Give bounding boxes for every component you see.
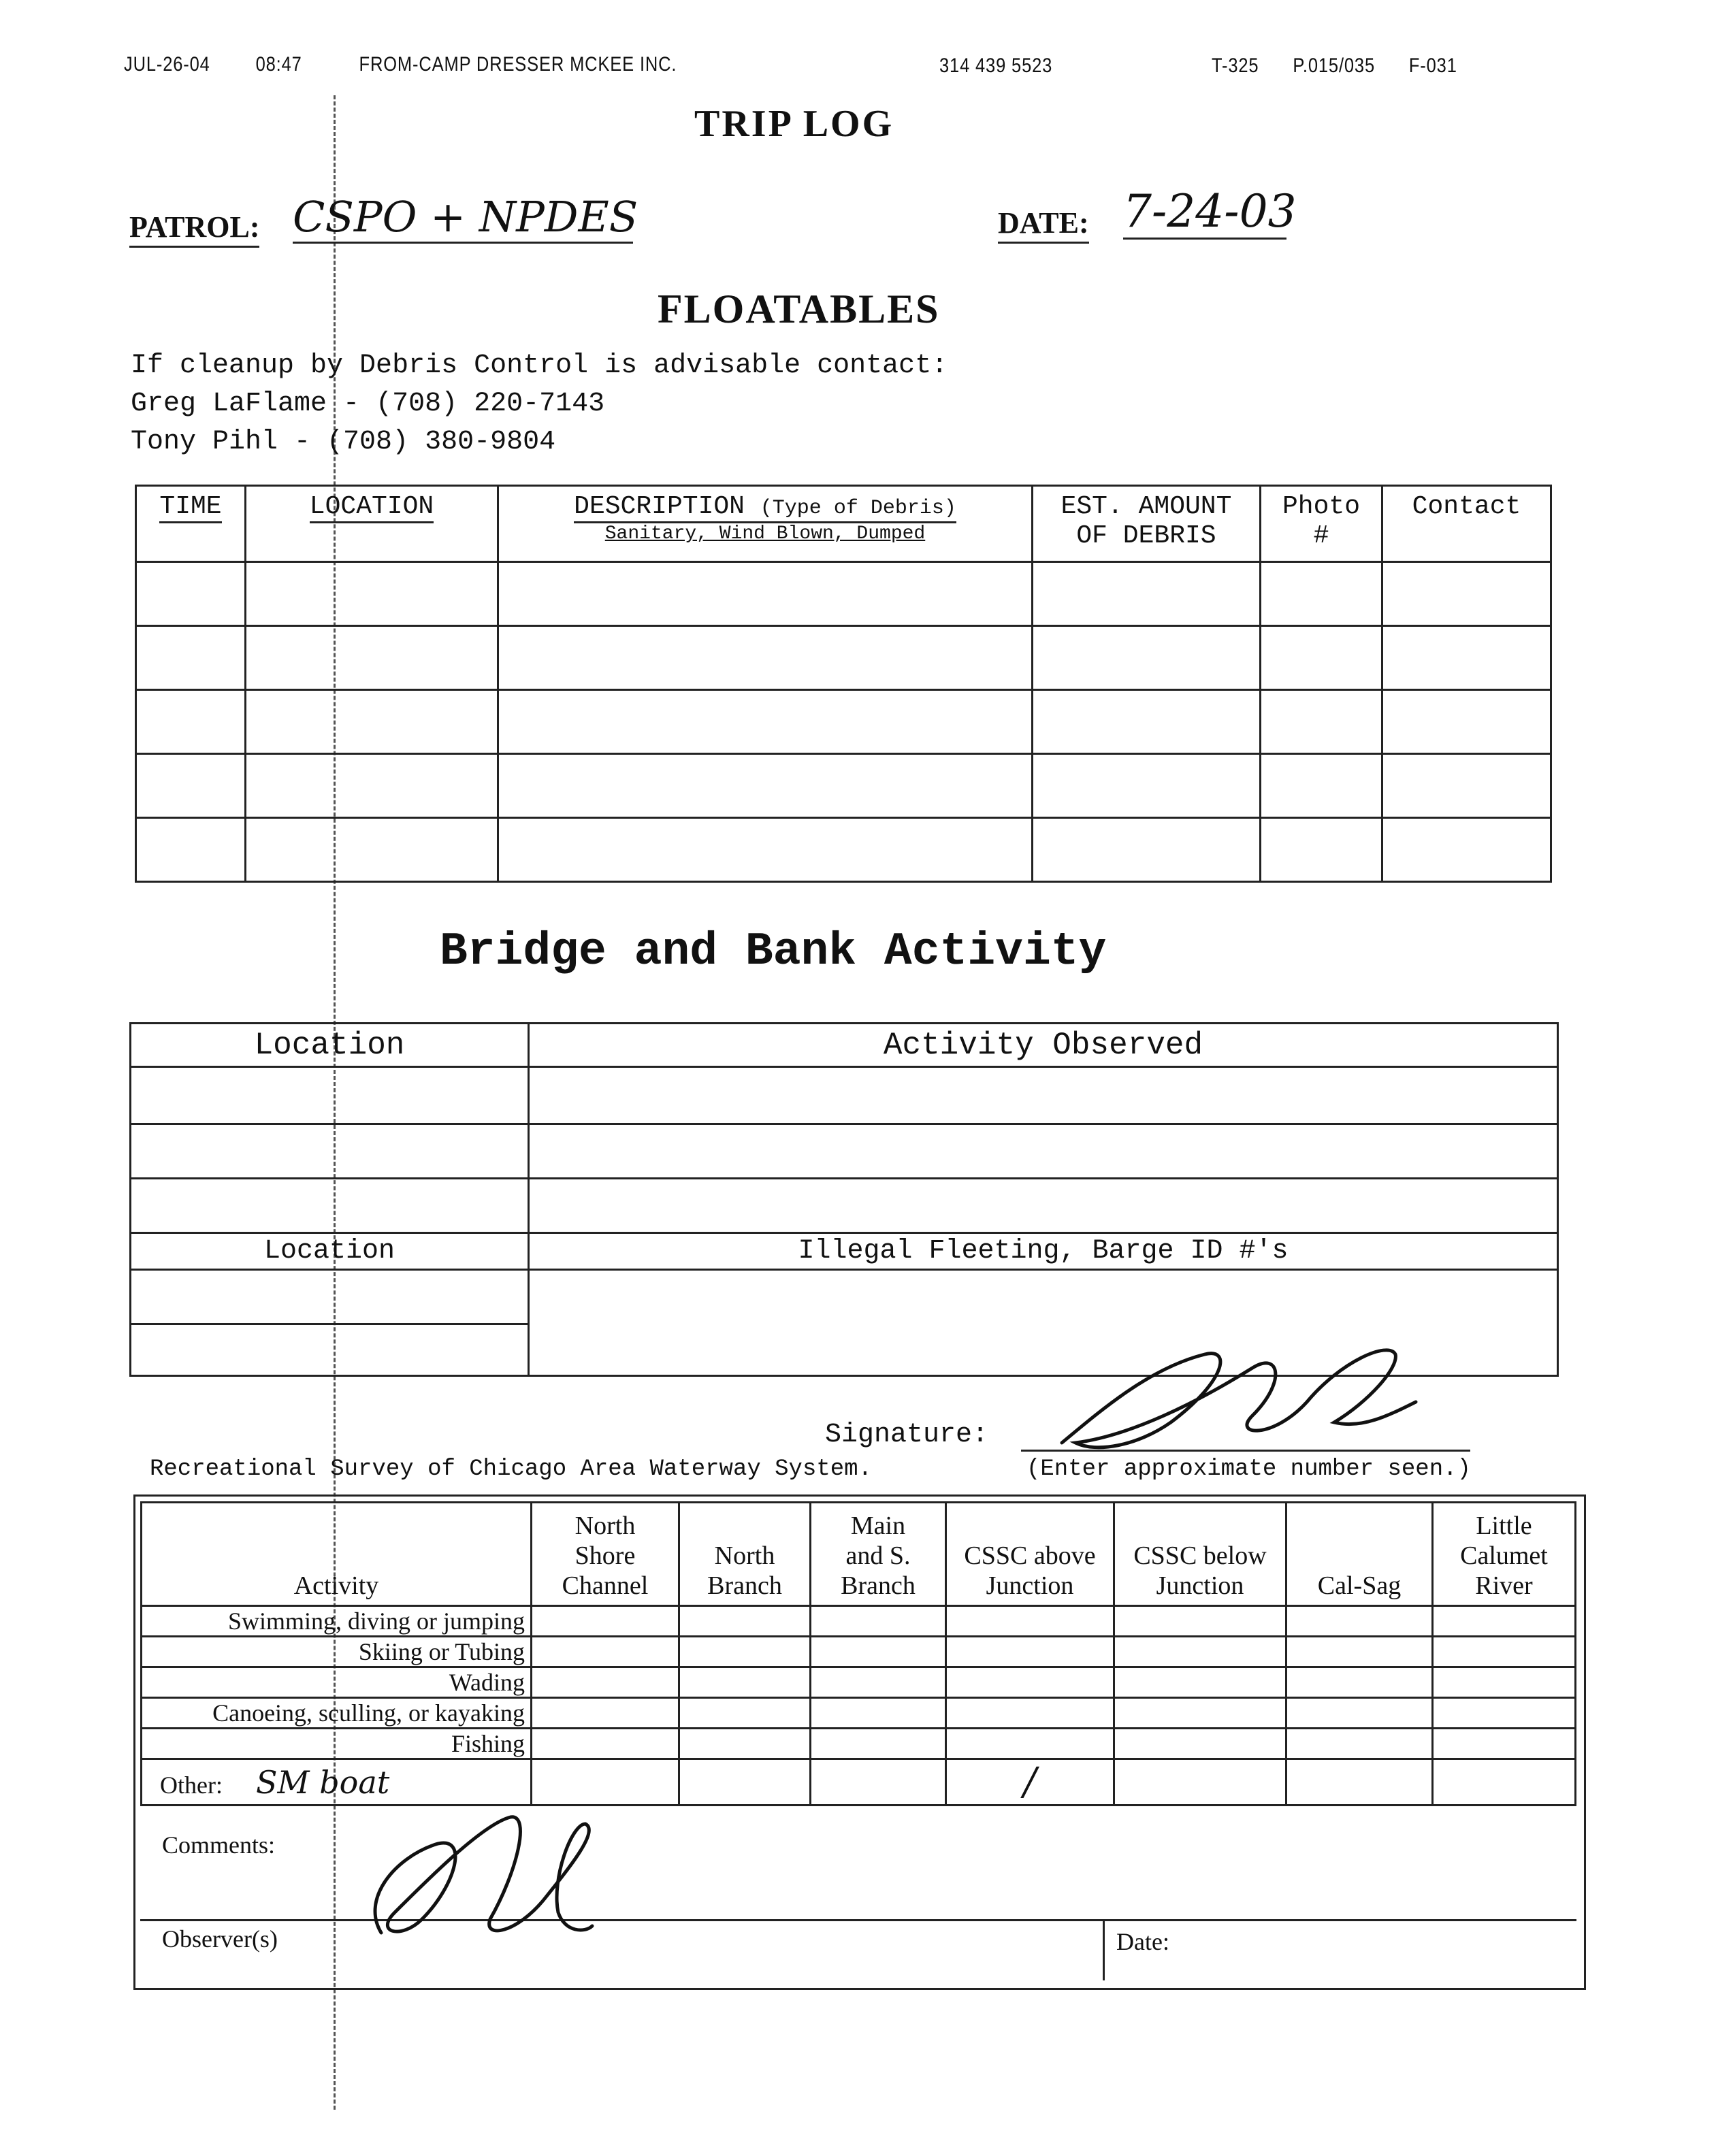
survey-col-calsag	[1286, 1503, 1433, 1606]
cell-time[interactable]	[136, 626, 246, 690]
cell-photo[interactable]	[1261, 626, 1382, 690]
survey-col-nb-1: North	[714, 1541, 775, 1570]
fax-form: F-031	[1408, 54, 1457, 77]
fax-from: FROM-CAMP DRESSER MCKEE INC.	[359, 53, 677, 76]
survey-col-cssc-below-2: Junction	[1156, 1571, 1244, 1600]
cell-location[interactable]	[246, 818, 498, 882]
patrol-value: CSPO + NPDES	[293, 192, 633, 244]
survey-cell[interactable]	[946, 1606, 1114, 1637]
bridge-col-location: Location	[131, 1024, 529, 1067]
floatables-row	[136, 818, 1551, 882]
fax-header	[124, 53, 677, 76]
survey-cell[interactable]	[811, 1667, 946, 1698]
cell-location[interactable]	[246, 626, 498, 690]
fax-time: 08:47	[255, 53, 302, 76]
col-photo: Photo	[1282, 492, 1361, 521]
cell-time[interactable]	[136, 754, 246, 818]
contact-intro: If cleanup by Debris Control is advisable contact:	[131, 350, 948, 381]
contact-block	[131, 347, 948, 461]
fax-tx: T-325	[1212, 54, 1259, 77]
survey-col-msb-1: Main	[850, 1512, 906, 1540]
survey-col-cssc-above-2: Junction	[986, 1571, 1074, 1600]
bridge-row	[131, 1067, 1558, 1124]
cell-description[interactable]	[498, 818, 1033, 882]
survey-cell[interactable]	[1433, 1759, 1576, 1806]
col-amount-sub: OF DEBRIS	[1076, 521, 1216, 551]
survey-cell[interactable]	[532, 1698, 679, 1729]
observer-signature-scribble	[354, 1797, 599, 1960]
col-location: LOCATION	[310, 492, 434, 523]
cell-photo[interactable]	[1261, 754, 1382, 818]
cell-amount[interactable]	[1033, 754, 1261, 818]
survey-cell[interactable]	[946, 1698, 1114, 1729]
survey-cell[interactable]	[811, 1637, 946, 1667]
date-value: 7-24-03	[1123, 185, 1286, 240]
survey-intro: Recreational Survey of Chicago Area Waterway System.	[150, 1456, 872, 1482]
survey-row	[142, 1606, 1576, 1637]
survey-col-nsc-3: Channel	[562, 1571, 649, 1600]
survey-cell[interactable]	[1433, 1698, 1576, 1729]
bridge-cell-activity[interactable]	[529, 1124, 1558, 1179]
survey-cell[interactable]	[679, 1606, 811, 1637]
fax-date: JUL-26-04	[124, 53, 210, 76]
fleeting-col-location: Location	[131, 1233, 529, 1270]
survey-col-nsc-2: Shore	[574, 1541, 636, 1570]
floatables-row	[136, 626, 1551, 690]
fleeting-header-row	[131, 1233, 1558, 1270]
cell-description[interactable]	[498, 754, 1033, 818]
cell-contact[interactable]	[1382, 818, 1551, 882]
fax-phone: 314 439 5523	[939, 54, 1053, 77]
survey-cell[interactable]	[1286, 1667, 1433, 1698]
bridge-col-activity: Activity Observed	[529, 1024, 1558, 1067]
contact-greg: Greg LaFlame - (708) 220-7143	[131, 389, 605, 419]
bridge-cell-activity[interactable]	[529, 1179, 1558, 1233]
survey-col-cssc-below	[1114, 1503, 1286, 1606]
survey-cell[interactable]	[679, 1637, 811, 1667]
survey-date-label: Date:	[1116, 1928, 1169, 1955]
survey-cell[interactable]	[1114, 1667, 1286, 1698]
survey-other-mark[interactable]: /	[946, 1759, 1114, 1806]
col-description-sub: Sanitary, Wind Blown, Dumped	[604, 523, 926, 544]
survey-cell[interactable]	[946, 1667, 1114, 1698]
fleeting-row	[131, 1270, 1558, 1324]
bridge-header-row	[131, 1024, 1558, 1067]
cell-photo[interactable]	[1261, 562, 1382, 626]
survey-cell[interactable]	[1114, 1698, 1286, 1729]
survey-col-lcr	[1433, 1503, 1576, 1606]
survey-row-label: Canoeing, sculling, or kayaking	[142, 1698, 532, 1729]
survey-note: (Enter approximate number seen.)	[1026, 1456, 1471, 1482]
floatables-row	[136, 754, 1551, 818]
cell-time[interactable]	[136, 818, 246, 882]
cell-location[interactable]	[246, 562, 498, 626]
survey-cell[interactable]	[679, 1759, 811, 1806]
cell-contact[interactable]	[1382, 754, 1551, 818]
cell-description[interactable]	[498, 690, 1033, 754]
survey-row-label: Fishing	[142, 1729, 532, 1759]
survey-col-nb	[679, 1503, 811, 1606]
contact-tony: Tony Pihl - (708) 380-9804	[131, 427, 556, 457]
survey-cell[interactable]	[532, 1729, 679, 1759]
survey-col-calsag-1: Cal-Sag	[1317, 1571, 1402, 1600]
survey-cell[interactable]	[1433, 1667, 1576, 1698]
survey-cell[interactable]	[811, 1729, 946, 1759]
floatables-table	[135, 485, 1552, 883]
survey-cell[interactable]	[679, 1729, 811, 1759]
survey-row	[142, 1698, 1576, 1729]
cell-photo[interactable]	[1261, 690, 1382, 754]
survey-col-lcr-3: River	[1475, 1571, 1533, 1600]
survey-row	[142, 1667, 1576, 1698]
survey-other-label: Other:	[160, 1771, 223, 1799]
survey-cell[interactable]	[1433, 1606, 1576, 1637]
cell-description[interactable]	[498, 562, 1033, 626]
survey-col-msb-3: Branch	[841, 1571, 916, 1600]
survey-cell[interactable]	[532, 1606, 679, 1637]
survey-cell[interactable]	[946, 1729, 1114, 1759]
survey-cell[interactable]	[679, 1667, 811, 1698]
floatables-row	[136, 690, 1551, 754]
bridge-cell-location[interactable]	[131, 1067, 529, 1124]
survey-cell[interactable]	[1286, 1729, 1433, 1759]
col-description	[574, 492, 956, 523]
survey-row-label: Swimming, diving or jumping	[142, 1606, 532, 1637]
survey-table	[140, 1501, 1576, 1806]
bridge-row	[131, 1179, 1558, 1233]
fleeting-cell-location[interactable]	[131, 1270, 529, 1324]
survey-row-label: Wading	[142, 1667, 532, 1698]
survey-col-cssc-above-1: CSSC above	[964, 1541, 1096, 1570]
cell-description[interactable]	[498, 626, 1033, 690]
cell-amount[interactable]	[1033, 690, 1261, 754]
cell-location[interactable]	[246, 754, 498, 818]
bridge-table	[129, 1022, 1559, 1377]
signature-label: Signature:	[825, 1420, 989, 1450]
cell-contact[interactable]	[1382, 626, 1551, 690]
date-divider	[1103, 1919, 1105, 1980]
survey-row-label: Skiing or Tubing	[142, 1637, 532, 1667]
signature-scribble	[1048, 1327, 1429, 1463]
cell-amount[interactable]	[1033, 818, 1261, 882]
fleeting-cell-location[interactable]	[131, 1324, 529, 1376]
cell-amount[interactable]	[1033, 562, 1261, 626]
survey-cell[interactable]	[1114, 1759, 1286, 1806]
col-amount: EST. AMOUNT	[1061, 492, 1232, 521]
bridge-row	[131, 1124, 1558, 1179]
survey-cell[interactable]	[811, 1698, 946, 1729]
survey-col-activity: Activity	[142, 1503, 532, 1606]
cell-contact[interactable]	[1382, 690, 1551, 754]
cell-time[interactable]	[136, 562, 246, 626]
survey-row	[142, 1729, 1576, 1759]
survey-col-lcr-1: Little	[1476, 1512, 1532, 1540]
bridge-cell-location[interactable]	[131, 1124, 529, 1179]
survey-cell[interactable]	[946, 1637, 1114, 1667]
cell-time[interactable]	[136, 690, 246, 754]
survey-cell[interactable]	[1286, 1759, 1433, 1806]
cell-location[interactable]	[246, 690, 498, 754]
patrol-label: PATROL:	[129, 210, 259, 248]
survey-col-cssc-below-1: CSSC below	[1133, 1541, 1267, 1570]
survey-cell[interactable]	[1114, 1606, 1286, 1637]
col-photo-sub: #	[1313, 521, 1329, 551]
floatables-row	[136, 562, 1551, 626]
fax-page-info	[1212, 54, 1457, 78]
survey-row	[142, 1637, 1576, 1667]
cell-photo[interactable]	[1261, 818, 1382, 882]
survey-cell[interactable]	[1286, 1637, 1433, 1667]
survey-cell[interactable]	[532, 1667, 679, 1698]
survey-cell[interactable]	[1286, 1606, 1433, 1637]
page-title: TRIP LOG	[694, 103, 894, 145]
survey-cell[interactable]	[1114, 1729, 1286, 1759]
col-description-note: (Type of Debris)	[760, 497, 956, 520]
bridge-cell-activity[interactable]	[529, 1067, 1558, 1124]
survey-cell[interactable]	[1114, 1637, 1286, 1667]
survey-cell[interactable]	[1433, 1729, 1576, 1759]
survey-col-lcr-2: Calumet	[1460, 1541, 1548, 1570]
survey-col-nsc-1: North	[574, 1512, 636, 1540]
survey-cell[interactable]	[679, 1698, 811, 1729]
survey-header-row	[142, 1503, 1576, 1606]
col-time: TIME	[159, 492, 221, 523]
survey-cell[interactable]	[1286, 1698, 1433, 1729]
floatables-heading: FLOATABLES	[658, 287, 940, 331]
date-label: DATE:	[998, 206, 1089, 244]
col-description-label: DESCRIPTION	[574, 492, 745, 521]
observers-label: Observer(s)	[162, 1925, 278, 1953]
fleeting-col-barge: Illegal Fleeting, Barge ID #'s	[529, 1233, 1558, 1270]
bridge-heading: Bridge and Bank Activity	[440, 926, 1107, 978]
survey-col-msb	[811, 1503, 946, 1606]
survey-cell[interactable]	[1433, 1637, 1576, 1667]
survey-col-nsc	[532, 1503, 679, 1606]
cell-contact[interactable]	[1382, 562, 1551, 626]
fax-page: P.015/035	[1293, 54, 1375, 77]
survey-col-msb-2: and S.	[845, 1541, 911, 1570]
col-contact: Contact	[1412, 492, 1521, 521]
comments-label: Comments:	[162, 1831, 276, 1859]
survey-other-value: SM boat	[255, 1763, 390, 1801]
bridge-cell-location[interactable]	[131, 1179, 529, 1233]
survey-cell[interactable]	[811, 1606, 946, 1637]
survey-col-cssc-above	[946, 1503, 1114, 1606]
survey-col-nb-2: Branch	[707, 1571, 782, 1600]
floatables-header-row	[136, 486, 1551, 562]
survey-cell[interactable]	[811, 1759, 946, 1806]
cell-amount[interactable]	[1033, 626, 1261, 690]
survey-cell[interactable]	[532, 1637, 679, 1667]
